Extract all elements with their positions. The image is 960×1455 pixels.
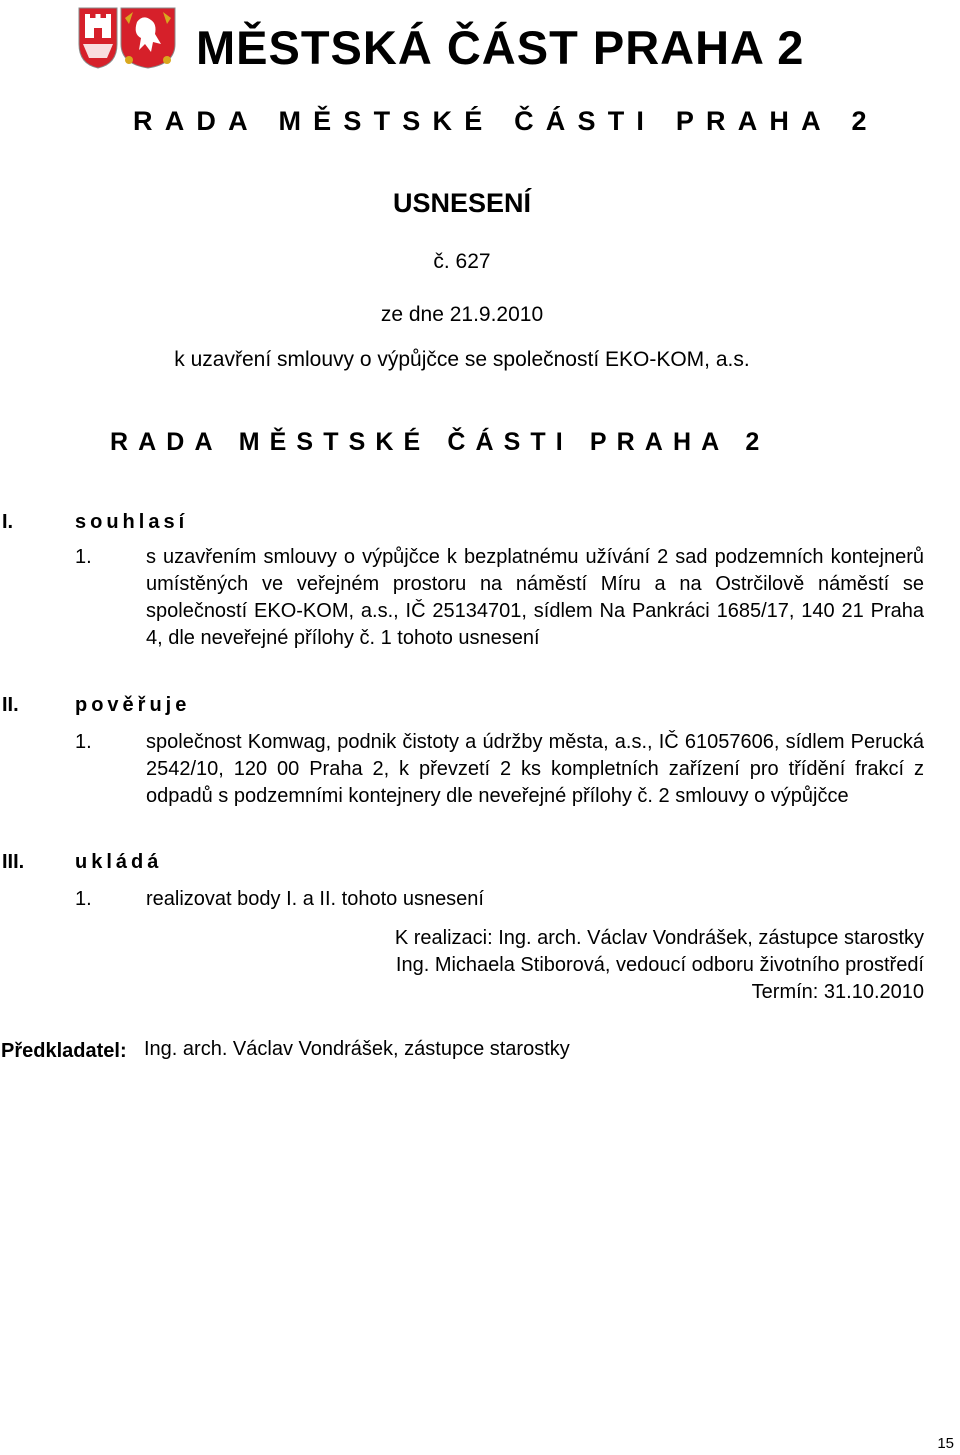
section-heading: souhlasí <box>75 511 189 533</box>
section-heading: ukládá <box>75 851 163 873</box>
page-number: 15 <box>937 1435 954 1452</box>
prague-2-crest-logo <box>77 4 177 70</box>
submitter-value: Ing. arch. Václav Vondrášek, zástupce starostky <box>144 1038 570 1060</box>
item-text: společnost Komwag, podnik čistoty a údržby města, a.s., IČ 61057606, sídlem Perucká 2542/10, 120 00 Praha 2, k převzetí 2 ks kompletních zařízení pro třídění frakcí z odpadů s podzemními kontejnery dle neveřejné přílohy č. 2 smlouvy o výpůjčce <box>146 731 924 807</box>
council-heading: RADA MĚSTSKÉ ČÁSTI PRAHA 2 <box>110 428 770 456</box>
item-number: 1. <box>75 888 92 910</box>
section-heading: pověřuje <box>75 694 191 716</box>
submitter-label: Předkladatel: <box>1 1040 127 1062</box>
item-number: 1. <box>75 731 92 753</box>
implementation-responsible: K realizaci: Ing. arch. Václav Vondrášek, zástupce starostky <box>394 927 924 949</box>
document-subject: k uzavření smlouvy o výpůjčce se společností EKO-KOM, a.s. <box>174 348 750 371</box>
item-number: 1. <box>75 546 92 568</box>
section-numeral: II. <box>2 694 19 716</box>
header-title: MĚSTSKÁ ČÁST PRAHA 2 <box>196 21 805 74</box>
header-subtitle: RADA MĚSTSKÉ ČÁSTI PRAHA 2 <box>133 106 879 136</box>
document-number: č. 627 <box>433 250 491 273</box>
implementation-responsible-2: Ing. Michaela Stiborová, vedoucí odboru životního prostředí <box>395 954 924 976</box>
section-numeral: III. <box>2 851 25 873</box>
section-numeral: I. <box>2 511 14 533</box>
document-date: ze dne 21.9.2010 <box>380 303 544 326</box>
document-title: USNESENÍ <box>392 188 532 218</box>
item-text: s uzavřením smlouvy o výpůjčce k bezplatnému užívání 2 sad podzemních kontejnerů umístěných ve veřejném prostoru na náměstí Míru a na Ostrčilově náměstí se společností EKO-KOM, a.s., IČ 25134701, sídlem Na Pankráci 1685/17, 140 21 Praha 4, dle neveřejné přílohy č. 1 tohoto usnesení <box>146 546 924 649</box>
crest-icon <box>77 4 177 70</box>
implementation-deadline: Termín: 31.10.2010 <box>751 981 924 1003</box>
item-text: realizovat body I. a II. tohoto usnesení <box>146 888 484 910</box>
